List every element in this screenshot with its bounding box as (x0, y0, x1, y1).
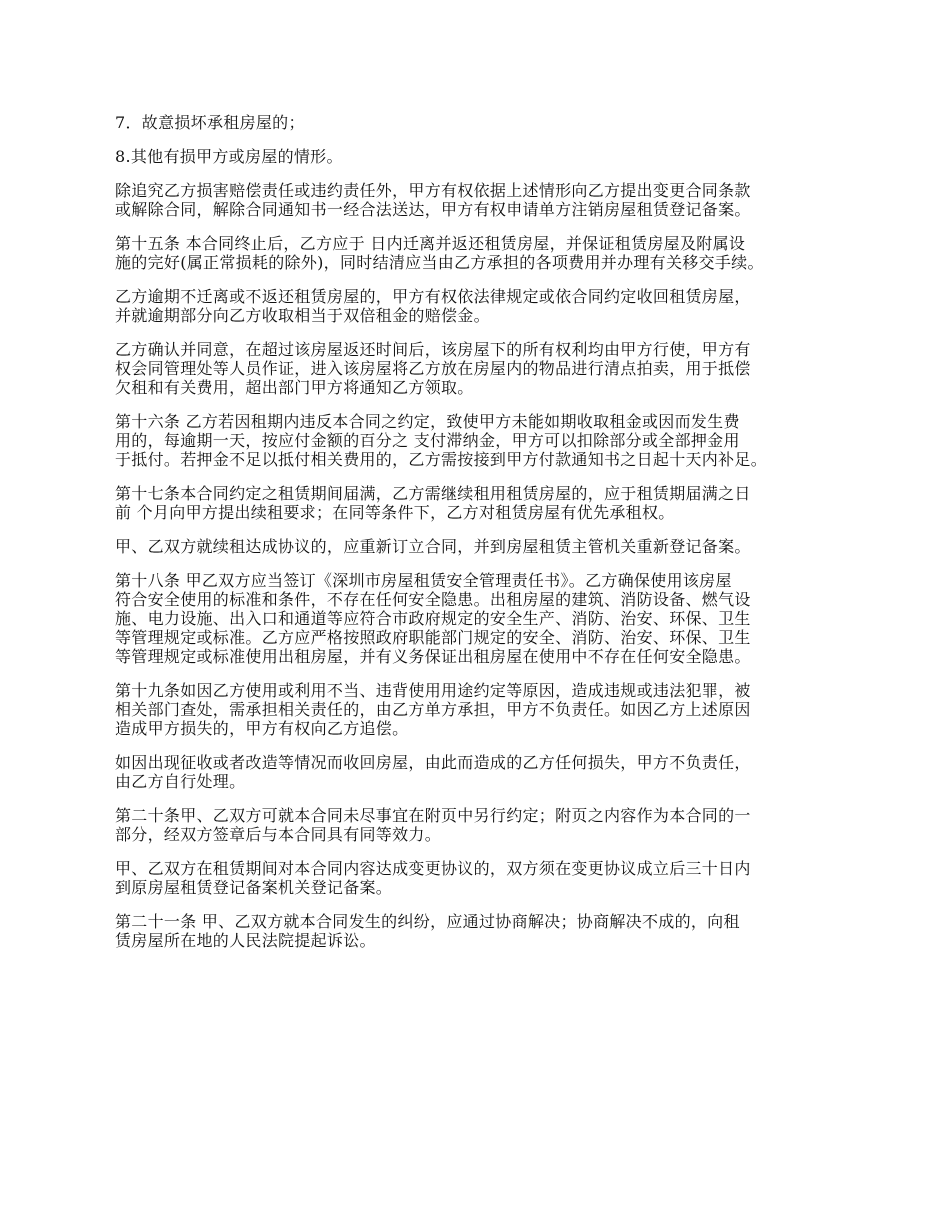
paragraph (115, 484, 845, 522)
document-body (115, 113, 845, 965)
text-line: 第十六条 乙方若因租期内违反本合同之约定，致使甲方未能如期收取租金或因而发生费 (115, 412, 740, 431)
text-line: 部分，经双方签章后与本合同具有同等效力。 (115, 825, 442, 844)
paragraph (115, 147, 845, 166)
text-line: 第二十条甲、乙双方可就本合同未尽事宜在附页中另行约定；附页之内容作为本合同的一 (115, 806, 751, 825)
text-line: 7．故意损坏承租房屋的； (115, 113, 305, 132)
text-line: 甲、乙双方就续租达成协议的，应重新订立合同，并到房屋租赁主管机关重新登记备案。 (115, 537, 751, 556)
paragraph (115, 753, 845, 791)
text-line: 于抵付。若押金不足以抵付相关费用的，乙方需按接到甲方付款通知书之日起十天内补足。 (115, 450, 768, 469)
text-line: 甲、乙双方在租赁期间对本合同内容达成变更协议的，双方须在变更协议成立后三十日内 (115, 859, 751, 878)
text-line: 到原房屋租赁登记备案机关登记备案。 (115, 878, 393, 897)
paragraph (115, 287, 845, 325)
text-line: 第十八条 甲乙双方应当签订《深圳市房屋租赁安全管理责任书》。乙方确保使用该房屋 (115, 571, 732, 590)
text-line: 造成甲方损失的，甲方有权向乙方追偿。 (115, 719, 409, 738)
paragraph (115, 859, 845, 897)
text-line: 前 个月向甲方提出续租要求；在同等条件下，乙方对租赁房屋有优先承租权。 (115, 503, 675, 522)
text-line: 欠租和有关费用，超出部门甲方将通知乙方领取。 (115, 378, 474, 397)
text-line: 等管理规定或标准使用出租房屋，并有义务保证出租房屋在使用中不存在任何安全隐患。 (115, 647, 751, 666)
text-line: 第十五条 本合同终止后，乙方应于 日内迁离并返还租赁房屋，并保证租赁房屋及附属设 (115, 234, 746, 253)
text-line: 权会同管理处等人员作证，进入该房屋将乙方放在房屋内的物品进行清点拍卖，用于抵偿 (115, 359, 751, 378)
paragraph (115, 912, 845, 950)
text-line: 相关部门查处，需承担相关责任的，由乙方单方承担，甲方不负责任。如因乙方上述原因 (115, 700, 751, 719)
text-line: 乙方逾期不迁离或不返还租赁房屋的，甲方有权依法律规定或依合同约定收回租赁房屋， (115, 287, 751, 306)
text-line: 第十七条本合同约定之租赁期间届满，乙方需继续租用租赁房屋的，应于租赁期届满之日 (115, 484, 751, 503)
text-line: 第十九条如因乙方使用或利用不当、违背使用用途约定等原因，造成违规或违法犯罪，被 (115, 681, 751, 700)
text-line: 等管理规定或标准。乙方应严格按照政府职能部门规定的安全、消防、治安、环保、卫生 (115, 628, 751, 647)
paragraph (115, 234, 845, 272)
paragraph (115, 681, 845, 738)
paragraph (115, 806, 845, 844)
paragraph (115, 412, 845, 469)
text-line: 第二十一条 甲、乙双方就本合同发生的纠纷，应通过协商解决；协商解决不成的，向租 (115, 912, 740, 931)
text-line: 施、电力设施、出入口和通道等应符合市政府规定的安全生产、消防、治安、环保、卫生 (115, 609, 751, 628)
text-line: 8.其他有损甲方或房屋的情形。 (115, 147, 343, 166)
text-line: 除追究乙方损害赔偿责任或违约责任外，甲方有权依据上述情形向乙方提出变更合同条款 (115, 181, 751, 200)
paragraph (115, 537, 845, 556)
text-line: 赁房屋所在地的人民法院提起诉讼。 (115, 931, 376, 950)
text-line: 并就逾期部分向乙方收取相当于双倍租金的赔偿金。 (115, 306, 490, 325)
paragraph (115, 113, 845, 132)
text-line: 如因出现征收或者改造等情况而收回房屋，由此而造成的乙方任何损失，甲方不负责任， (115, 753, 751, 772)
text-line: 由乙方自行处理。 (115, 772, 246, 791)
paragraph (115, 571, 845, 666)
text-line: 施的完好(属正常损耗的除外)，同时结清应当由乙方承担的各项费用并办理有关移交手续。 (115, 253, 764, 272)
paragraph (115, 340, 845, 397)
paragraph (115, 181, 845, 219)
text-line: 乙方确认并同意，在超过该房屋返还时间后，该房屋下的所有权利均由甲方行使，甲方有 (115, 340, 751, 359)
text-line: 符合安全使用的标准和条件，不存在任何安全隐患。出租房屋的建筑、消防设备、燃气设 (115, 590, 751, 609)
text-line: 或解除合同，解除合同通知书一经合法送达，甲方有权申请单方注销房屋租赁登记备案。 (115, 200, 751, 219)
text-line: 用的，每逾期一天，按应付金额的百分之 支付滞纳金，甲方可以扣除部分或全部押金用 (115, 431, 740, 450)
